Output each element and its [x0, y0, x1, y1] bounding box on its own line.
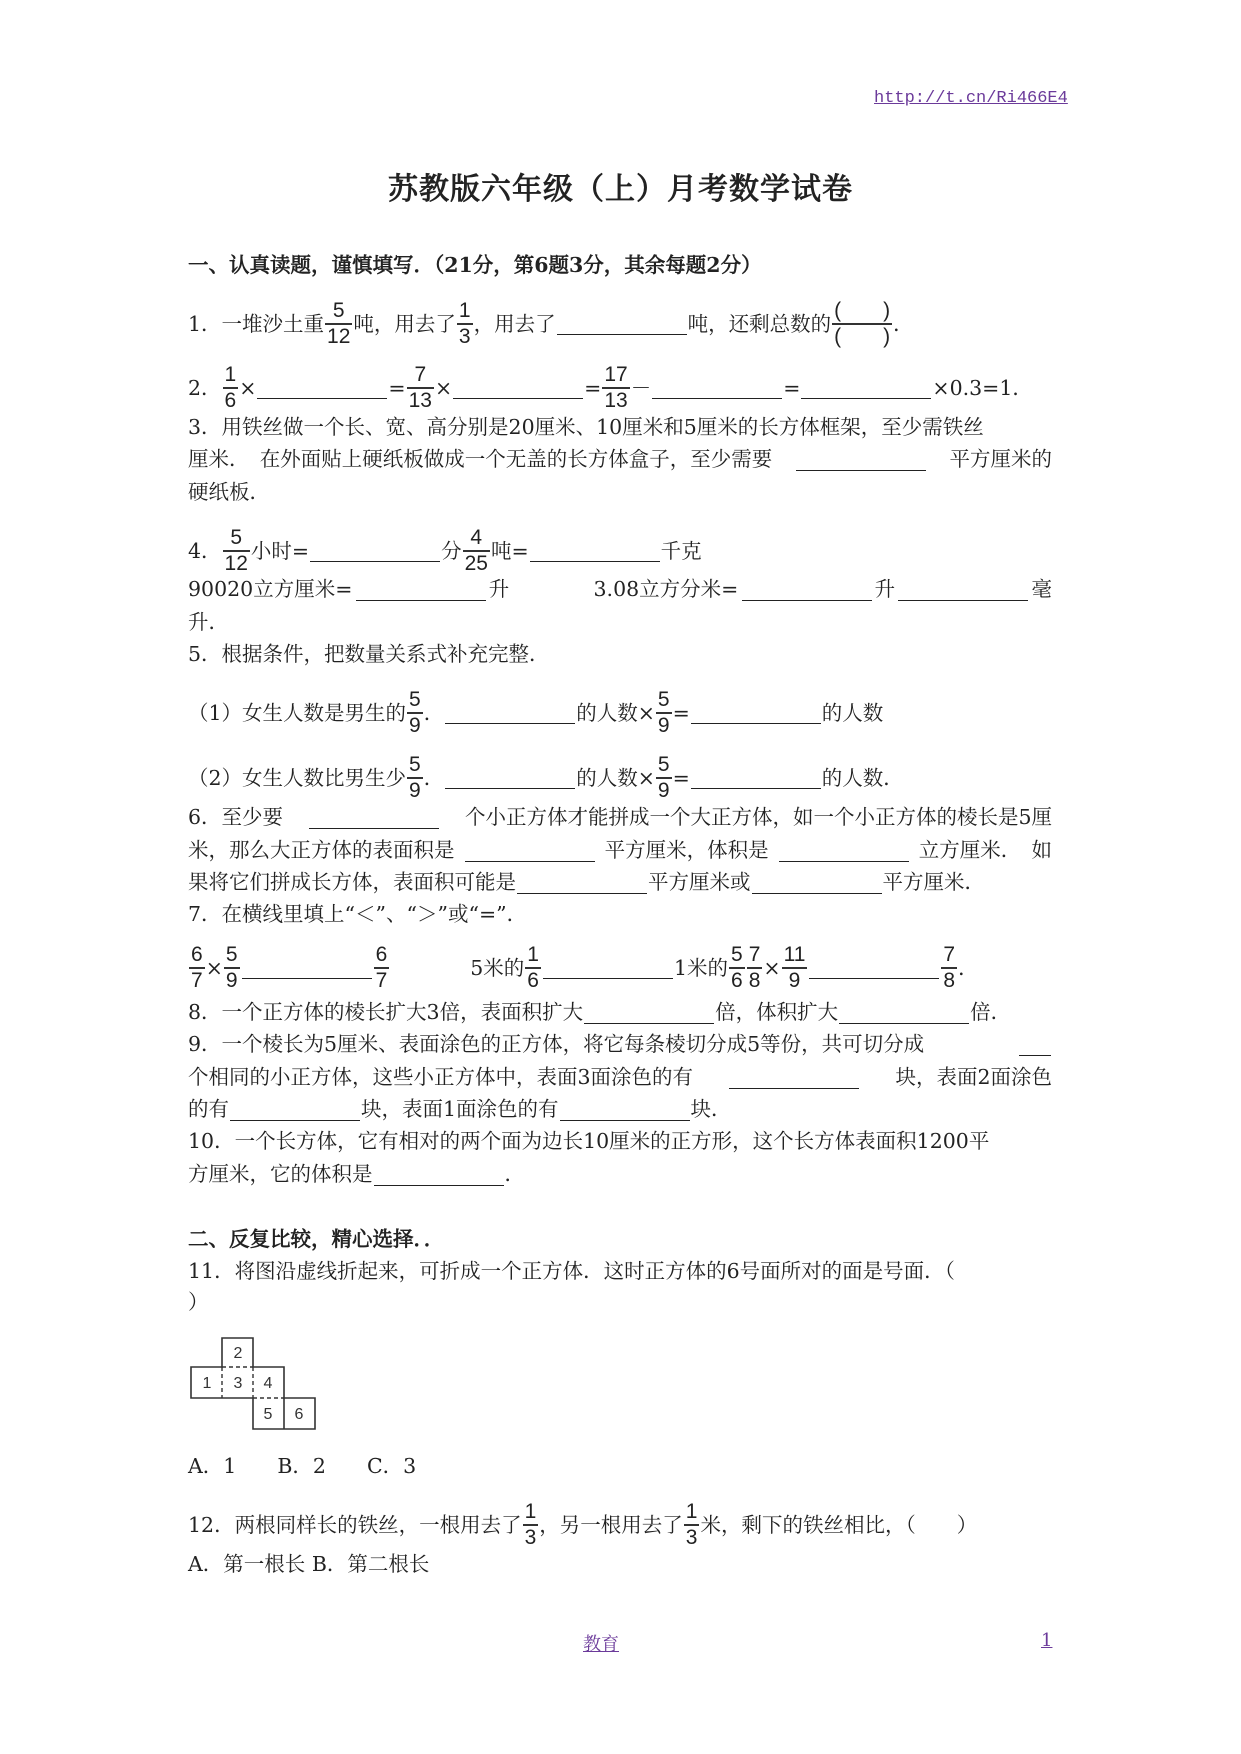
numerator: 1 [458, 299, 471, 322]
question-10-cont [188, 1159, 1052, 1189]
text: ． [893, 311, 914, 336]
fraction [729, 943, 745, 993]
text: 1米的 [673, 955, 729, 980]
answer-blank [445, 701, 575, 724]
text: 米，剩下的铁丝相比，（ ） [700, 1512, 978, 1537]
question-11-cont [188, 1287, 1052, 1317]
text: （1）女生人数是男生的 [188, 700, 407, 725]
text: 11．将图沿虚线折起来，可折成一个正方体．这时正方体的6号面所对的面是号面．（ [188, 1259, 955, 1283]
answer-blank [453, 376, 583, 399]
question-5-1 [188, 688, 1052, 738]
numerator: 6 [375, 943, 388, 966]
answer-blank [374, 1163, 504, 1186]
text: 升． [188, 610, 229, 634]
answer-blank [560, 1098, 690, 1121]
numerator: 6 [191, 943, 203, 966]
question-5 [188, 639, 1052, 669]
header-link[interactable]: http://t.cn/Ri466E4 [874, 89, 1068, 108]
text: × [434, 375, 453, 400]
numerator: 5 [409, 753, 421, 776]
answer-blank [898, 578, 1028, 601]
text: 90020立方厘米= [188, 577, 353, 601]
footer-link[interactable]: 教育 [583, 1634, 619, 1655]
text: ． [504, 1162, 525, 1186]
denominator: 6 [731, 968, 743, 992]
fraction [941, 943, 957, 993]
question-1 [188, 299, 1052, 349]
fraction [782, 943, 808, 993]
answer-blank [691, 701, 821, 724]
fraction [832, 299, 892, 349]
text: 升 [874, 577, 896, 601]
answer-blank [752, 871, 882, 894]
text: 3．用铁丝做一个长、宽、高分别是20厘米、10厘米和5厘米的长方体框架，至少需铁丝 [188, 415, 984, 439]
denominator: 8 [748, 968, 761, 992]
text: 硬纸板． [188, 480, 270, 504]
section-1-heading [188, 250, 1052, 280]
numerator: 5 [230, 526, 243, 549]
text: 9．一个棱长为5厘米、表面涂色的正方体，将它每条棱切分成5等份，共可切分成 [188, 1032, 925, 1056]
text: 块，表面2面涂色 [895, 1065, 1052, 1089]
numerator: 17 [604, 363, 628, 386]
question-3-cont [188, 477, 1052, 507]
text: = [672, 765, 690, 790]
text: 5米的 [470, 955, 525, 980]
fraction [407, 753, 423, 803]
question-9-cont [188, 1062, 1052, 1092]
answer-blank [257, 376, 387, 399]
face-6: 6 [294, 1406, 304, 1423]
text: 个相同的小正方体，这些小正方体中，表面3面涂色的有 [188, 1065, 694, 1089]
question-6-cont [188, 867, 1052, 897]
text: ． [423, 700, 445, 725]
denominator: 3 [685, 1525, 698, 1549]
denominator: 3 [524, 1525, 537, 1549]
question-9 [188, 1029, 1052, 1059]
text: 分 [441, 538, 462, 563]
fraction [223, 526, 250, 576]
answer-blank [742, 578, 872, 601]
question-4 [188, 526, 1052, 576]
text: 的人数× [576, 700, 655, 725]
denominator: 6 [527, 968, 539, 992]
text: × [205, 955, 223, 980]
denominator: 6 [224, 388, 237, 412]
text: 一、认真读题，谨慎填写．（21分，第6题3分，其余每题2分） [188, 253, 762, 277]
text: 千克 [660, 538, 702, 563]
text: 毫 [1031, 577, 1052, 601]
text: 平方厘米或 [648, 870, 751, 894]
answer-blank [465, 839, 595, 862]
answer-blank [445, 766, 575, 789]
text: A．1 B．2 C．3 [188, 1454, 417, 1478]
text: = [783, 375, 801, 400]
fraction [525, 943, 541, 993]
question-5-2 [188, 753, 1052, 803]
numerator: 1 [224, 363, 237, 386]
text: = [388, 375, 406, 400]
numerator: 1 [524, 1500, 537, 1523]
denominator: 13 [408, 388, 432, 412]
answer-blank [557, 312, 687, 335]
denominator: 25 [464, 551, 488, 575]
numerator: 7 [414, 363, 427, 386]
fraction [656, 688, 672, 738]
fraction [463, 526, 490, 576]
page-number[interactable]: 1 [1041, 1630, 1053, 1651]
numerator: 5 [225, 943, 238, 966]
text: 3.08立方分米= [593, 577, 739, 601]
question-4-cont [188, 607, 1052, 637]
numerator: 5 [332, 299, 345, 322]
fraction [325, 299, 352, 349]
text: 方厘米，它的体积是 [188, 1162, 373, 1186]
denominator: 9 [657, 778, 670, 802]
numerator: ( ) [834, 299, 891, 322]
numerator: 1 [527, 943, 539, 966]
question-3-cont [188, 444, 1052, 474]
text: 8．一个正方体的棱长扩大3倍，表面积扩大 [188, 1000, 584, 1024]
text: 的人数． [821, 765, 904, 790]
question-12 [188, 1500, 1052, 1550]
text: 吨，用去了 [353, 311, 456, 336]
text: 倍． [970, 1000, 1012, 1024]
answer-blank [779, 839, 909, 862]
fraction [407, 688, 423, 738]
denominator: 12 [327, 324, 351, 348]
numerator: 11 [783, 943, 806, 966]
text: 个小正方体才能拼成一个大正方体，如一个小正方体的棱长是5厘 [464, 805, 1052, 829]
text: 10．一个长方体，它有相对的两个面为边长10厘米的正方形，这个长方体表面积1200平 [188, 1129, 990, 1153]
text: 的有 [188, 1097, 229, 1121]
numerator: 7 [748, 943, 761, 966]
denominator: 9 [409, 778, 421, 802]
text: A．第一根长 B．第二根长 [188, 1552, 430, 1576]
text: ） [188, 1290, 209, 1314]
denominator: 13 [604, 388, 628, 412]
answer-blank [230, 1098, 360, 1121]
text: = [584, 375, 602, 400]
text: 平方厘米． [882, 870, 985, 894]
denominator: 9 [409, 713, 421, 737]
text: 的人数× [576, 765, 655, 790]
answer-blank [309, 806, 439, 829]
numerator: 1 [685, 1500, 698, 1523]
answer-blank [796, 448, 926, 471]
numerator: 5 [409, 688, 421, 711]
face-3: 3 [233, 1375, 243, 1392]
text: 块，表面1面涂色的有 [361, 1097, 559, 1121]
question-7-items [188, 943, 1052, 993]
text: 二、反复比较，精心选择．． [188, 1227, 445, 1251]
text: 米，那么大正方体的表面积是 [188, 838, 455, 862]
text: ×0.3=1． [932, 375, 1033, 400]
text: ． [423, 765, 445, 790]
denominator: 12 [224, 551, 248, 575]
text: 果将它们拼成长方体，表面积可能是 [188, 870, 516, 894]
text: 平方厘米，体积是 [604, 838, 769, 862]
fraction [457, 299, 473, 349]
answer-blank [1019, 1033, 1051, 1056]
text: 吨，还剩总数的 [687, 311, 832, 336]
face-5: 5 [263, 1406, 273, 1423]
numerator: 5 [657, 753, 670, 776]
answer-blank [242, 956, 372, 979]
text: 6．至少要 [188, 805, 284, 829]
text: （2）女生人数比男生少 [188, 765, 407, 790]
answer-blank [809, 956, 939, 979]
face-2: 2 [233, 1345, 243, 1362]
numerator: 5 [657, 688, 670, 711]
answer-blank [652, 376, 782, 399]
text: 12．两根同样长的铁丝，一根用去了 [188, 1512, 522, 1537]
text: ，用去了 [473, 311, 556, 336]
text: 立方厘米． 如 [918, 838, 1052, 862]
text: － [630, 375, 652, 400]
text: 平方厘米的 [949, 447, 1052, 471]
fraction [602, 363, 629, 413]
question-4-cont [188, 574, 1052, 604]
text: × [763, 955, 781, 980]
text: 厘米． 在外面贴上硬纸板做成一个无盖的长方体盒子，至少需要 [188, 447, 773, 471]
answer-blank [691, 766, 821, 789]
text: 吨= [490, 538, 529, 563]
text: × [239, 375, 257, 400]
question-10 [188, 1126, 1052, 1156]
fraction [189, 943, 205, 993]
answer-blank [517, 871, 647, 894]
denominator: 9 [788, 968, 801, 992]
text: 7．在横线里填上“＜”、“＞”或“=”． [188, 902, 528, 926]
fraction [656, 753, 672, 803]
text: = [672, 700, 690, 725]
answer-blank [356, 578, 486, 601]
answer-blank [839, 1001, 969, 1024]
text: 升 [488, 577, 510, 601]
numerator: 5 [731, 943, 743, 966]
text: 块． [690, 1097, 732, 1121]
question-7 [188, 899, 1052, 929]
text: 2． [188, 375, 222, 400]
numerator: 7 [943, 943, 956, 966]
denominator: ( ) [834, 324, 891, 348]
text: ． [958, 955, 979, 980]
face-1: 1 [202, 1375, 212, 1392]
fraction [684, 1500, 700, 1550]
question-11-options [188, 1451, 1052, 1481]
answer-blank [729, 1066, 859, 1089]
text: ，另一根用去了 [539, 1512, 683, 1537]
fraction [407, 363, 434, 413]
question-11 [188, 1256, 1052, 1286]
question-3 [188, 412, 1052, 442]
denominator: 7 [375, 968, 388, 992]
question-8 [188, 997, 1052, 1027]
text: 4． [188, 538, 222, 563]
text: 倍，体积扩大 [715, 1000, 839, 1024]
denominator: 9 [225, 968, 238, 992]
text: 1．一堆沙土重 [188, 311, 325, 336]
fraction [224, 943, 240, 993]
question-2 [188, 363, 1052, 413]
question-12-options [188, 1549, 1052, 1579]
question-6 [188, 802, 1052, 832]
question-9-cont [188, 1094, 1052, 1124]
fraction [747, 943, 763, 993]
page-title: 苏教版六年级（上）月考数学试卷 [388, 172, 853, 207]
denominator: 9 [657, 713, 670, 737]
denominator: 3 [458, 324, 471, 348]
text: 小时= [250, 538, 310, 563]
text: 5．根据条件，把数量关系式补充完整． [188, 642, 550, 666]
denominator: 8 [943, 968, 956, 992]
answer-blank [310, 539, 440, 562]
answer-blank [801, 376, 931, 399]
cube-net-figure [188, 1336, 318, 1436]
section-2-heading [188, 1224, 1052, 1254]
face-4: 4 [263, 1375, 273, 1392]
numerator: 4 [470, 526, 483, 549]
text: 的人数 [821, 700, 884, 725]
answer-blank [530, 539, 660, 562]
denominator: 7 [191, 968, 203, 992]
answer-blank [543, 956, 673, 979]
answer-blank [584, 1001, 714, 1024]
question-6-cont [188, 835, 1052, 865]
fraction [523, 1500, 539, 1550]
fraction [223, 363, 239, 413]
fraction [374, 943, 390, 993]
